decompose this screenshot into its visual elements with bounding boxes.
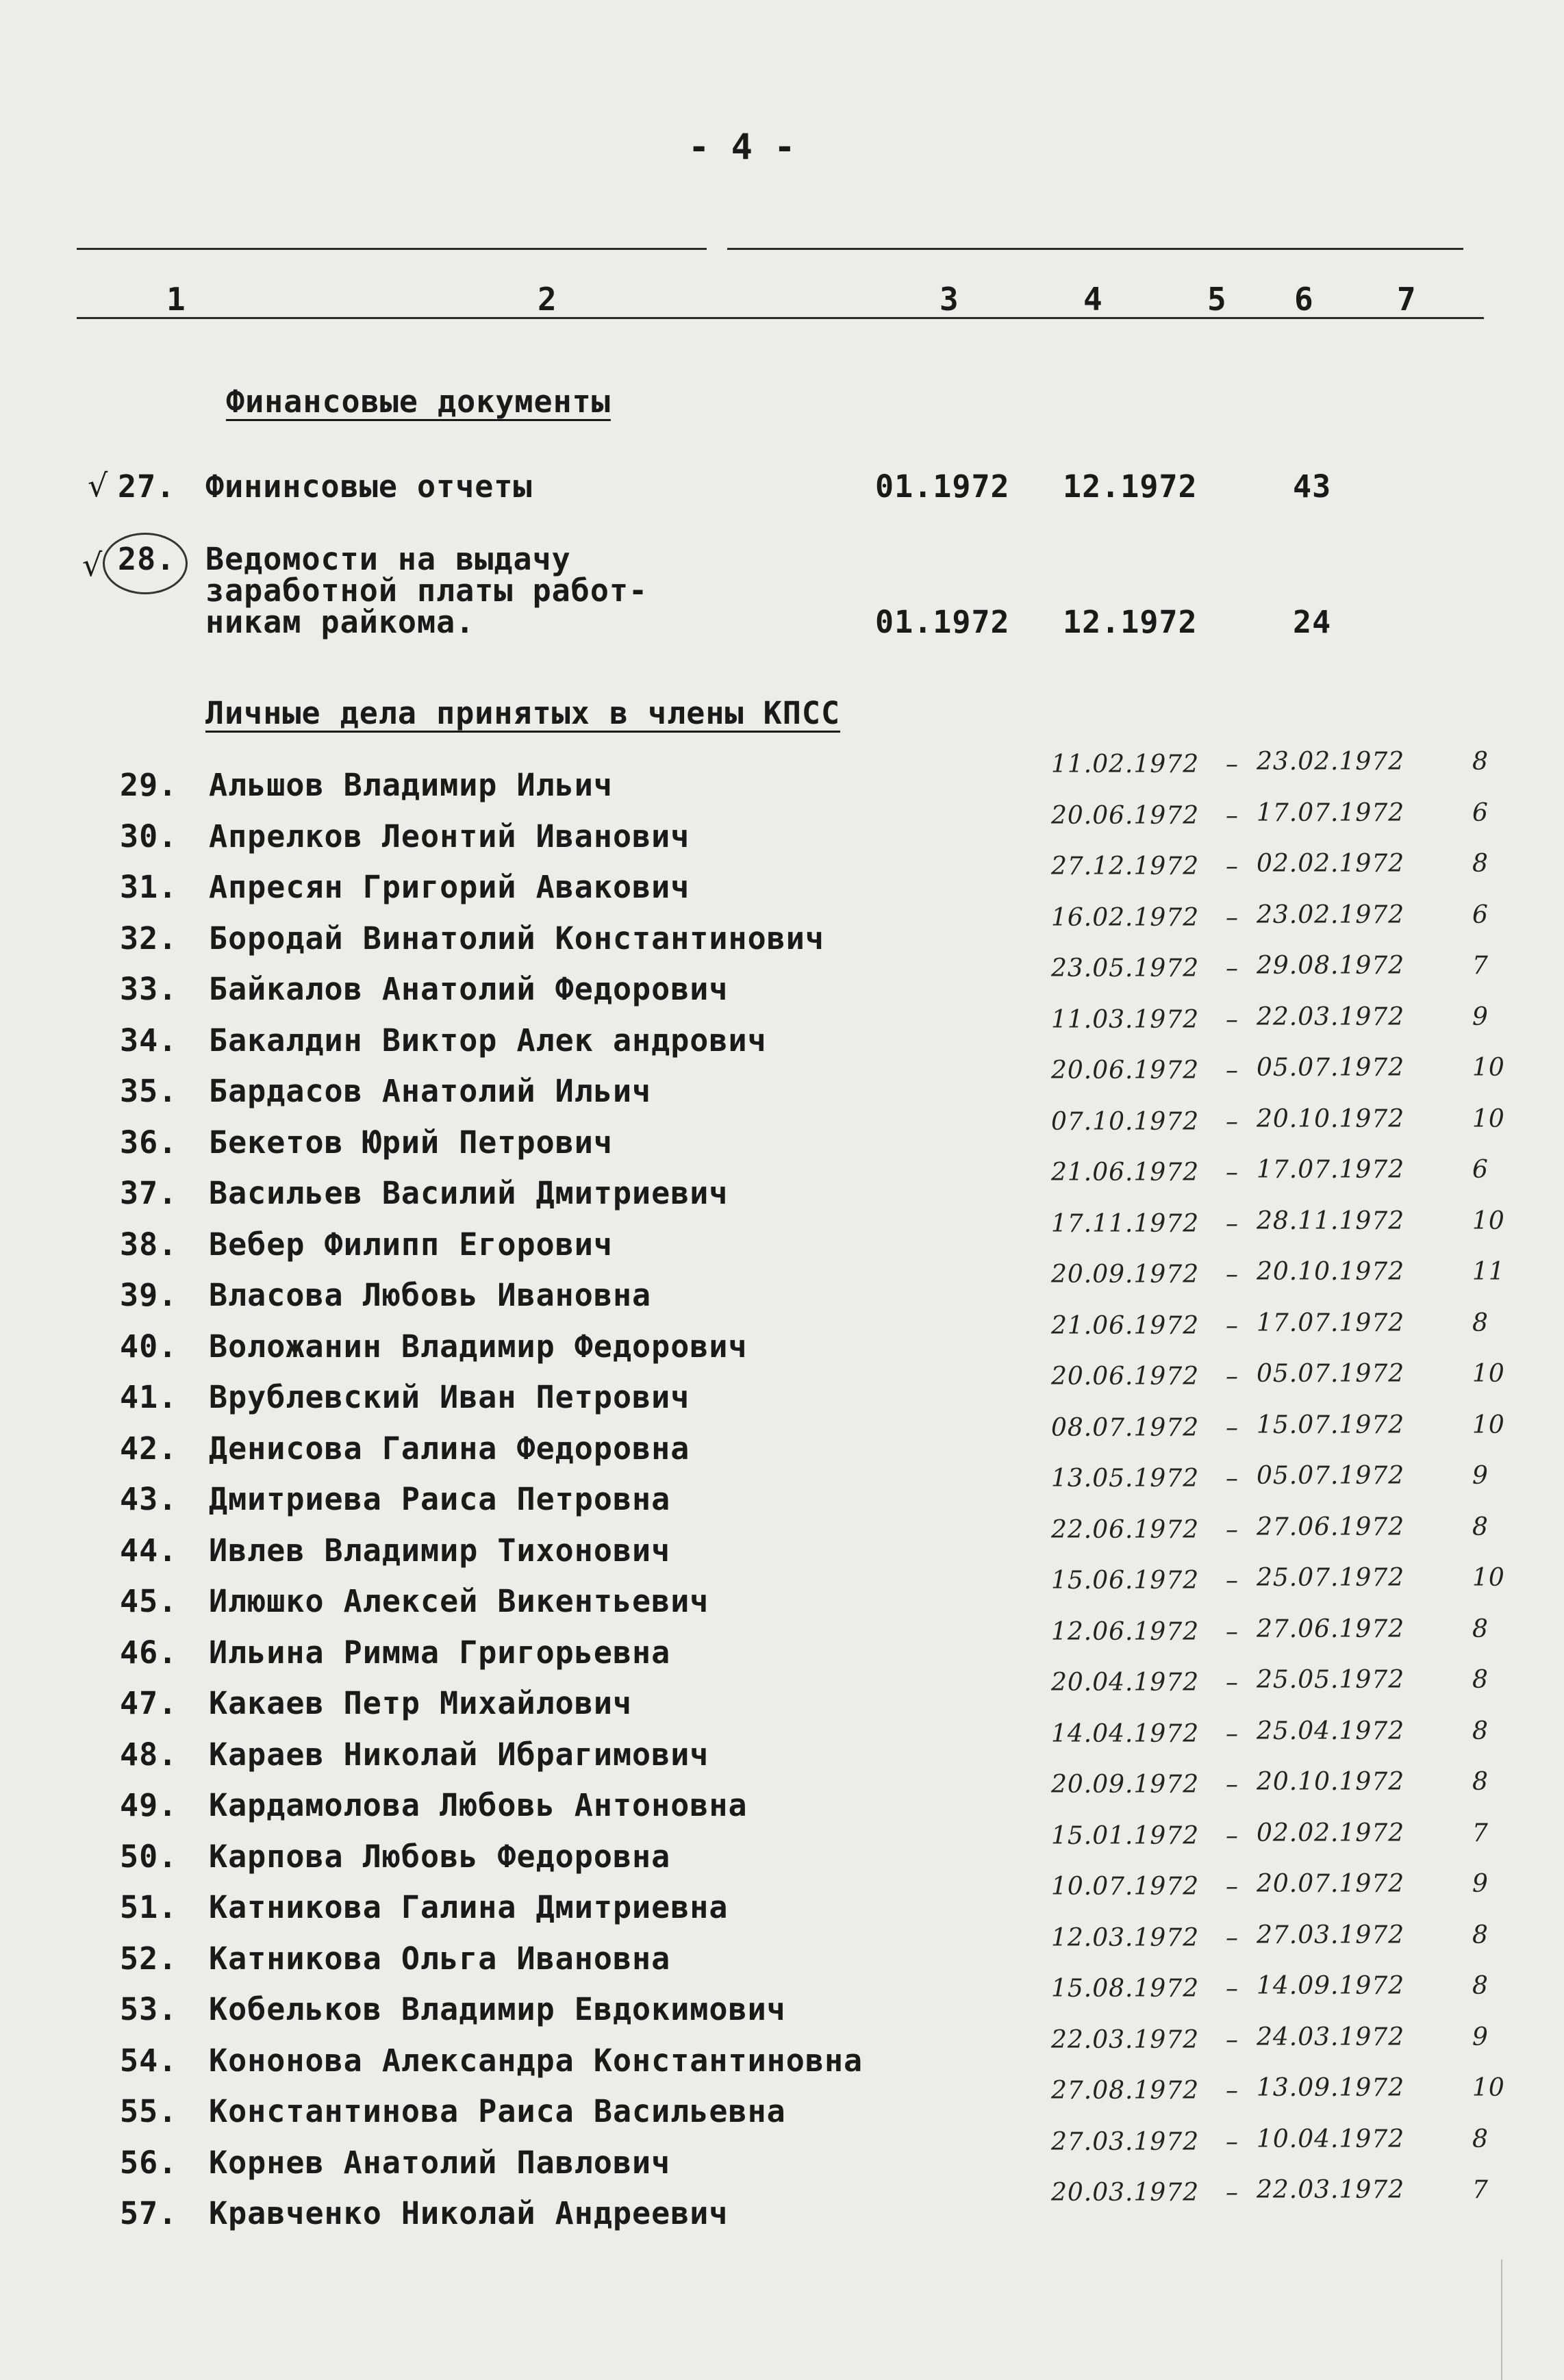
date-range-dash: – [1226, 954, 1239, 983]
row-number: 43. [120, 1481, 178, 1517]
check-mark: √ [88, 467, 108, 504]
section-title-personal-files: Личные дела принятых в члены КПСС [205, 695, 841, 731]
start-date: 14.04.1972 [1051, 1720, 1200, 1748]
end-date: 10.04.1972 [1257, 2125, 1405, 2153]
start-date: 13.05.1972 [1051, 1465, 1200, 1493]
row-number: 36. [120, 1124, 178, 1161]
row-number: 57. [120, 2195, 178, 2231]
end-date: 05.07.1972 [1257, 1462, 1405, 1490]
row-number: 35. [120, 1073, 178, 1109]
start-date: 11.02.1972 [1051, 750, 1200, 778]
date-range-dash: – [1226, 1975, 1239, 2003]
start-date: 27.08.1972 [1051, 2077, 1200, 2105]
date-range-dash: – [1226, 1822, 1239, 1850]
item-title-line-3: никам райкома. [205, 604, 475, 640]
person-name: Васильев Василий Дмитриевич [209, 1175, 729, 1211]
sheet-count: 8 [1472, 1666, 1489, 1694]
end-date: 27.06.1972 [1257, 1513, 1405, 1541]
item-start-date: 01.1972 [875, 468, 1010, 505]
date-range-dash: – [1226, 2128, 1239, 2156]
date-range-dash: – [1226, 802, 1239, 830]
end-date: 20.10.1972 [1257, 1258, 1405, 1286]
sheet-count: 7 [1472, 2176, 1489, 2204]
sheet-count: 10 [1472, 1105, 1505, 1133]
header-rule-bottom [77, 317, 1484, 319]
person-name: Корнев Анатолий Павлович [209, 2144, 671, 2181]
sheet-count: 6 [1472, 1156, 1489, 1184]
sheet-count: 9 [1472, 2023, 1489, 2051]
start-date: 21.06.1972 [1051, 1159, 1200, 1187]
row-number: 49. [120, 1787, 178, 1823]
person-name: Власова Любовь Ивановна [209, 1277, 652, 1313]
person-name: Вебер Филипп Егорович [209, 1226, 613, 1263]
date-range-dash: – [1226, 1210, 1239, 1238]
start-date: 20.03.1972 [1051, 2179, 1200, 2207]
end-date: 28.11.1972 [1257, 1207, 1405, 1235]
sheet-count: 8 [1472, 1615, 1489, 1643]
sheet-count: 10 [1472, 1360, 1505, 1388]
person-name: Врублевский Иван Петрович [209, 1379, 690, 1415]
item-number: 28. [118, 541, 176, 577]
row-number: 54. [120, 2042, 178, 2079]
column-number-3: 3 [939, 281, 959, 318]
person-name: Денисова Галина Федоровна [209, 1430, 690, 1467]
row-number: 33. [120, 971, 178, 1007]
date-range-dash: – [1226, 1414, 1239, 1442]
page-number: - 4 - [688, 127, 796, 168]
item-end-date: 12.1972 [1063, 604, 1198, 640]
row-number: 55. [120, 2093, 178, 2129]
row-number: 45. [120, 1583, 178, 1619]
start-date: 12.03.1972 [1051, 1924, 1200, 1952]
check-mark: √ [82, 546, 103, 583]
section-title-financial: Финансовые документы [226, 383, 611, 420]
row-number: 31. [120, 869, 178, 905]
sheet-count: 9 [1472, 1462, 1489, 1490]
item-sheet-count: 43 [1293, 468, 1332, 505]
row-number: 44. [120, 1532, 178, 1569]
end-date: 20.10.1972 [1257, 1768, 1405, 1796]
end-date: 20.07.1972 [1257, 1870, 1405, 1898]
header-rule-top-left [77, 248, 707, 250]
person-name: Константинова Раиса Васильевна [209, 2093, 786, 2129]
column-number-2: 2 [538, 281, 557, 318]
person-name: Бакалдин Виктор Алек андрович [209, 1022, 767, 1059]
date-range-dash: – [1226, 1108, 1239, 1136]
sheet-count: 7 [1472, 952, 1489, 980]
date-range-dash: – [1226, 1363, 1239, 1391]
sheet-count: 8 [1472, 1768, 1489, 1796]
row-number: 50. [120, 1838, 178, 1875]
sheet-count: 8 [1472, 1972, 1489, 2000]
end-date: 27.03.1972 [1257, 1921, 1405, 1949]
item-number: 27. [118, 468, 176, 505]
row-number: 30. [120, 818, 178, 854]
sheet-count: 10 [1472, 1207, 1505, 1235]
end-date: 29.08.1972 [1257, 952, 1405, 980]
sheet-count: 10 [1472, 1054, 1505, 1082]
margin-line [1501, 2259, 1502, 2380]
start-date: 21.06.1972 [1051, 1312, 1200, 1340]
end-date: 27.06.1972 [1257, 1615, 1405, 1643]
row-number: 39. [120, 1277, 178, 1313]
person-name: Какаев Петр Михайлович [209, 1685, 633, 1721]
column-number-1: 1 [166, 281, 186, 318]
sheet-count: 9 [1472, 1870, 1489, 1898]
sheet-count: 10 [1472, 1411, 1505, 1439]
start-date: 15.06.1972 [1051, 1567, 1200, 1595]
sheet-count: 9 [1472, 1003, 1489, 1031]
end-date: 25.05.1972 [1257, 1666, 1405, 1694]
item-sheet-count: 24 [1293, 604, 1332, 640]
start-date: 10.07.1972 [1051, 1873, 1200, 1901]
sheet-count: 6 [1472, 901, 1489, 929]
person-name: Апрелков Леонтий Иванович [209, 818, 690, 854]
row-number: 48. [120, 1736, 178, 1773]
date-range-dash: – [1226, 1312, 1239, 1340]
start-date: 12.06.1972 [1051, 1618, 1200, 1646]
date-range-dash: – [1226, 2179, 1239, 2207]
date-range-dash: – [1226, 1567, 1239, 1595]
person-name: Катникова Галина Дмитриевна [209, 1889, 729, 1925]
date-range-dash: – [1226, 1618, 1239, 1646]
sheet-count: 11 [1472, 1258, 1505, 1286]
person-name: Кононова Александра Константиновна [209, 2042, 863, 2079]
end-date: 13.09.1972 [1257, 2074, 1405, 2102]
start-date: 15.01.1972 [1051, 1822, 1200, 1850]
date-range-dash: – [1226, 1465, 1239, 1493]
person-name: Ивлев Владимир Тихонович [209, 1532, 671, 1569]
start-date: 27.03.1972 [1051, 2128, 1200, 2156]
item-end-date: 12.1972 [1063, 468, 1198, 505]
person-name: Альшов Владимир Ильич [209, 767, 613, 803]
person-name: Илюшко Алексей Викентьевич [209, 1583, 709, 1619]
row-number: 34. [120, 1022, 178, 1059]
person-name: Кравченко Николай Андреевич [209, 2195, 729, 2231]
row-number: 52. [120, 1940, 178, 1977]
person-name: Караев Николай Ибрагимович [209, 1736, 709, 1773]
sheet-count: 10 [1472, 2074, 1505, 2102]
item-start-date: 01.1972 [875, 604, 1010, 640]
person-name: Ильина Римма Григорьевна [209, 1634, 671, 1671]
date-range-dash: – [1226, 1669, 1239, 1697]
date-range-dash: – [1226, 1771, 1239, 1799]
start-date: 20.06.1972 [1051, 1363, 1200, 1391]
item-title: Фининсовые отчеты [205, 468, 533, 505]
sheet-count: 8 [1472, 1921, 1489, 1949]
person-name: Байкалов Анатолий Федорович [209, 971, 729, 1007]
column-number-5: 5 [1207, 281, 1226, 318]
date-range-dash: – [1226, 1873, 1239, 1901]
row-number: 37. [120, 1175, 178, 1211]
end-date: 15.07.1972 [1257, 1411, 1405, 1439]
column-number-7: 7 [1397, 281, 1416, 318]
person-name: Бардасов Анатолий Ильич [209, 1073, 652, 1109]
sheet-count: 8 [1472, 1717, 1489, 1745]
start-date: 20.06.1972 [1051, 1056, 1200, 1085]
sheet-count: 8 [1472, 748, 1489, 776]
person-name: Кардамолова Любовь Антоновна [209, 1787, 748, 1823]
item-title-line-1: Ведомости на выдачу [205, 541, 571, 577]
start-date: 22.06.1972 [1051, 1516, 1200, 1544]
person-name: Дмитриева Раиса Петровна [209, 1481, 671, 1517]
end-date: 02.02.1972 [1257, 850, 1405, 878]
end-date: 25.07.1972 [1257, 1564, 1405, 1592]
person-name: Апресян Григорий Авакович [209, 869, 690, 905]
date-range-dash: – [1226, 1261, 1239, 1289]
start-date: 23.05.1972 [1051, 954, 1200, 983]
row-number: 51. [120, 1889, 178, 1925]
end-date: 05.07.1972 [1257, 1054, 1405, 1082]
row-number: 42. [120, 1430, 178, 1467]
sheet-count: 8 [1472, 1309, 1489, 1337]
row-number: 38. [120, 1226, 178, 1263]
row-number: 40. [120, 1328, 178, 1365]
start-date: 20.06.1972 [1051, 802, 1200, 830]
sheet-count: 6 [1472, 799, 1489, 827]
person-name: Катникова Ольга Ивановна [209, 1940, 671, 1977]
date-range-dash: – [1226, 904, 1239, 932]
sheet-count: 8 [1472, 2125, 1489, 2153]
sheet-count: 8 [1472, 850, 1489, 878]
row-number: 47. [120, 1685, 178, 1721]
date-range-dash: – [1226, 1720, 1239, 1748]
end-date: 17.07.1972 [1257, 1156, 1405, 1184]
column-number-4: 4 [1083, 281, 1102, 318]
start-date: 15.08.1972 [1051, 1975, 1200, 2003]
start-date: 22.03.1972 [1051, 2026, 1200, 2054]
date-range-dash: – [1226, 1159, 1239, 1187]
person-name: Кобельков Владимир Евдокимович [209, 1991, 786, 2027]
row-number: 56. [120, 2144, 178, 2181]
date-range-dash: – [1226, 1924, 1239, 1952]
person-name: Бородай Винатолий Константинович [209, 920, 824, 957]
end-date: 23.02.1972 [1257, 901, 1405, 929]
date-range-dash: – [1226, 1516, 1239, 1544]
start-date: 17.11.1972 [1051, 1210, 1200, 1238]
start-date: 16.02.1972 [1051, 904, 1200, 932]
start-date: 27.12.1972 [1051, 852, 1200, 881]
end-date: 25.04.1972 [1257, 1717, 1405, 1745]
start-date: 20.04.1972 [1051, 1669, 1200, 1697]
end-date: 17.07.1972 [1257, 1309, 1405, 1337]
row-number: 41. [120, 1379, 178, 1415]
end-date: 23.02.1972 [1257, 748, 1405, 776]
sheet-count: 8 [1472, 1513, 1489, 1541]
header-rule-top-right [727, 248, 1463, 250]
date-range-dash: – [1226, 2077, 1239, 2105]
end-date: 22.03.1972 [1257, 2176, 1405, 2204]
start-date: 11.03.1972 [1051, 1006, 1200, 1034]
end-date: 22.03.1972 [1257, 1003, 1405, 1031]
date-range-dash: – [1226, 750, 1239, 778]
date-range-dash: – [1226, 1056, 1239, 1085]
item-title-line-2: заработной платы работ- [205, 572, 648, 609]
sheet-count: 10 [1472, 1564, 1505, 1592]
row-number: 46. [120, 1634, 178, 1671]
end-date: 05.07.1972 [1257, 1360, 1405, 1388]
column-number-6: 6 [1294, 281, 1313, 318]
end-date: 20.10.1972 [1257, 1105, 1405, 1133]
sheet-count: 7 [1472, 1819, 1489, 1847]
end-date: 02.02.1972 [1257, 1819, 1405, 1847]
end-date: 14.09.1972 [1257, 1972, 1405, 2000]
start-date: 07.10.1972 [1051, 1108, 1200, 1136]
start-date: 20.09.1972 [1051, 1261, 1200, 1289]
row-number: 32. [120, 920, 178, 957]
person-name: Бекетов Юрий Петрович [209, 1124, 613, 1161]
date-range-dash: – [1226, 2026, 1239, 2054]
end-date: 24.03.1972 [1257, 2023, 1405, 2051]
date-range-dash: – [1226, 852, 1239, 881]
start-date: 08.07.1972 [1051, 1414, 1200, 1442]
person-name: Воложанин Владимир Федорович [209, 1328, 748, 1365]
start-date: 20.09.1972 [1051, 1771, 1200, 1799]
person-name: Карпова Любовь Федоровна [209, 1838, 671, 1875]
row-number: 53. [120, 1991, 178, 2027]
date-range-dash: – [1226, 1006, 1239, 1034]
row-number: 29. [120, 767, 178, 803]
end-date: 17.07.1972 [1257, 799, 1405, 827]
